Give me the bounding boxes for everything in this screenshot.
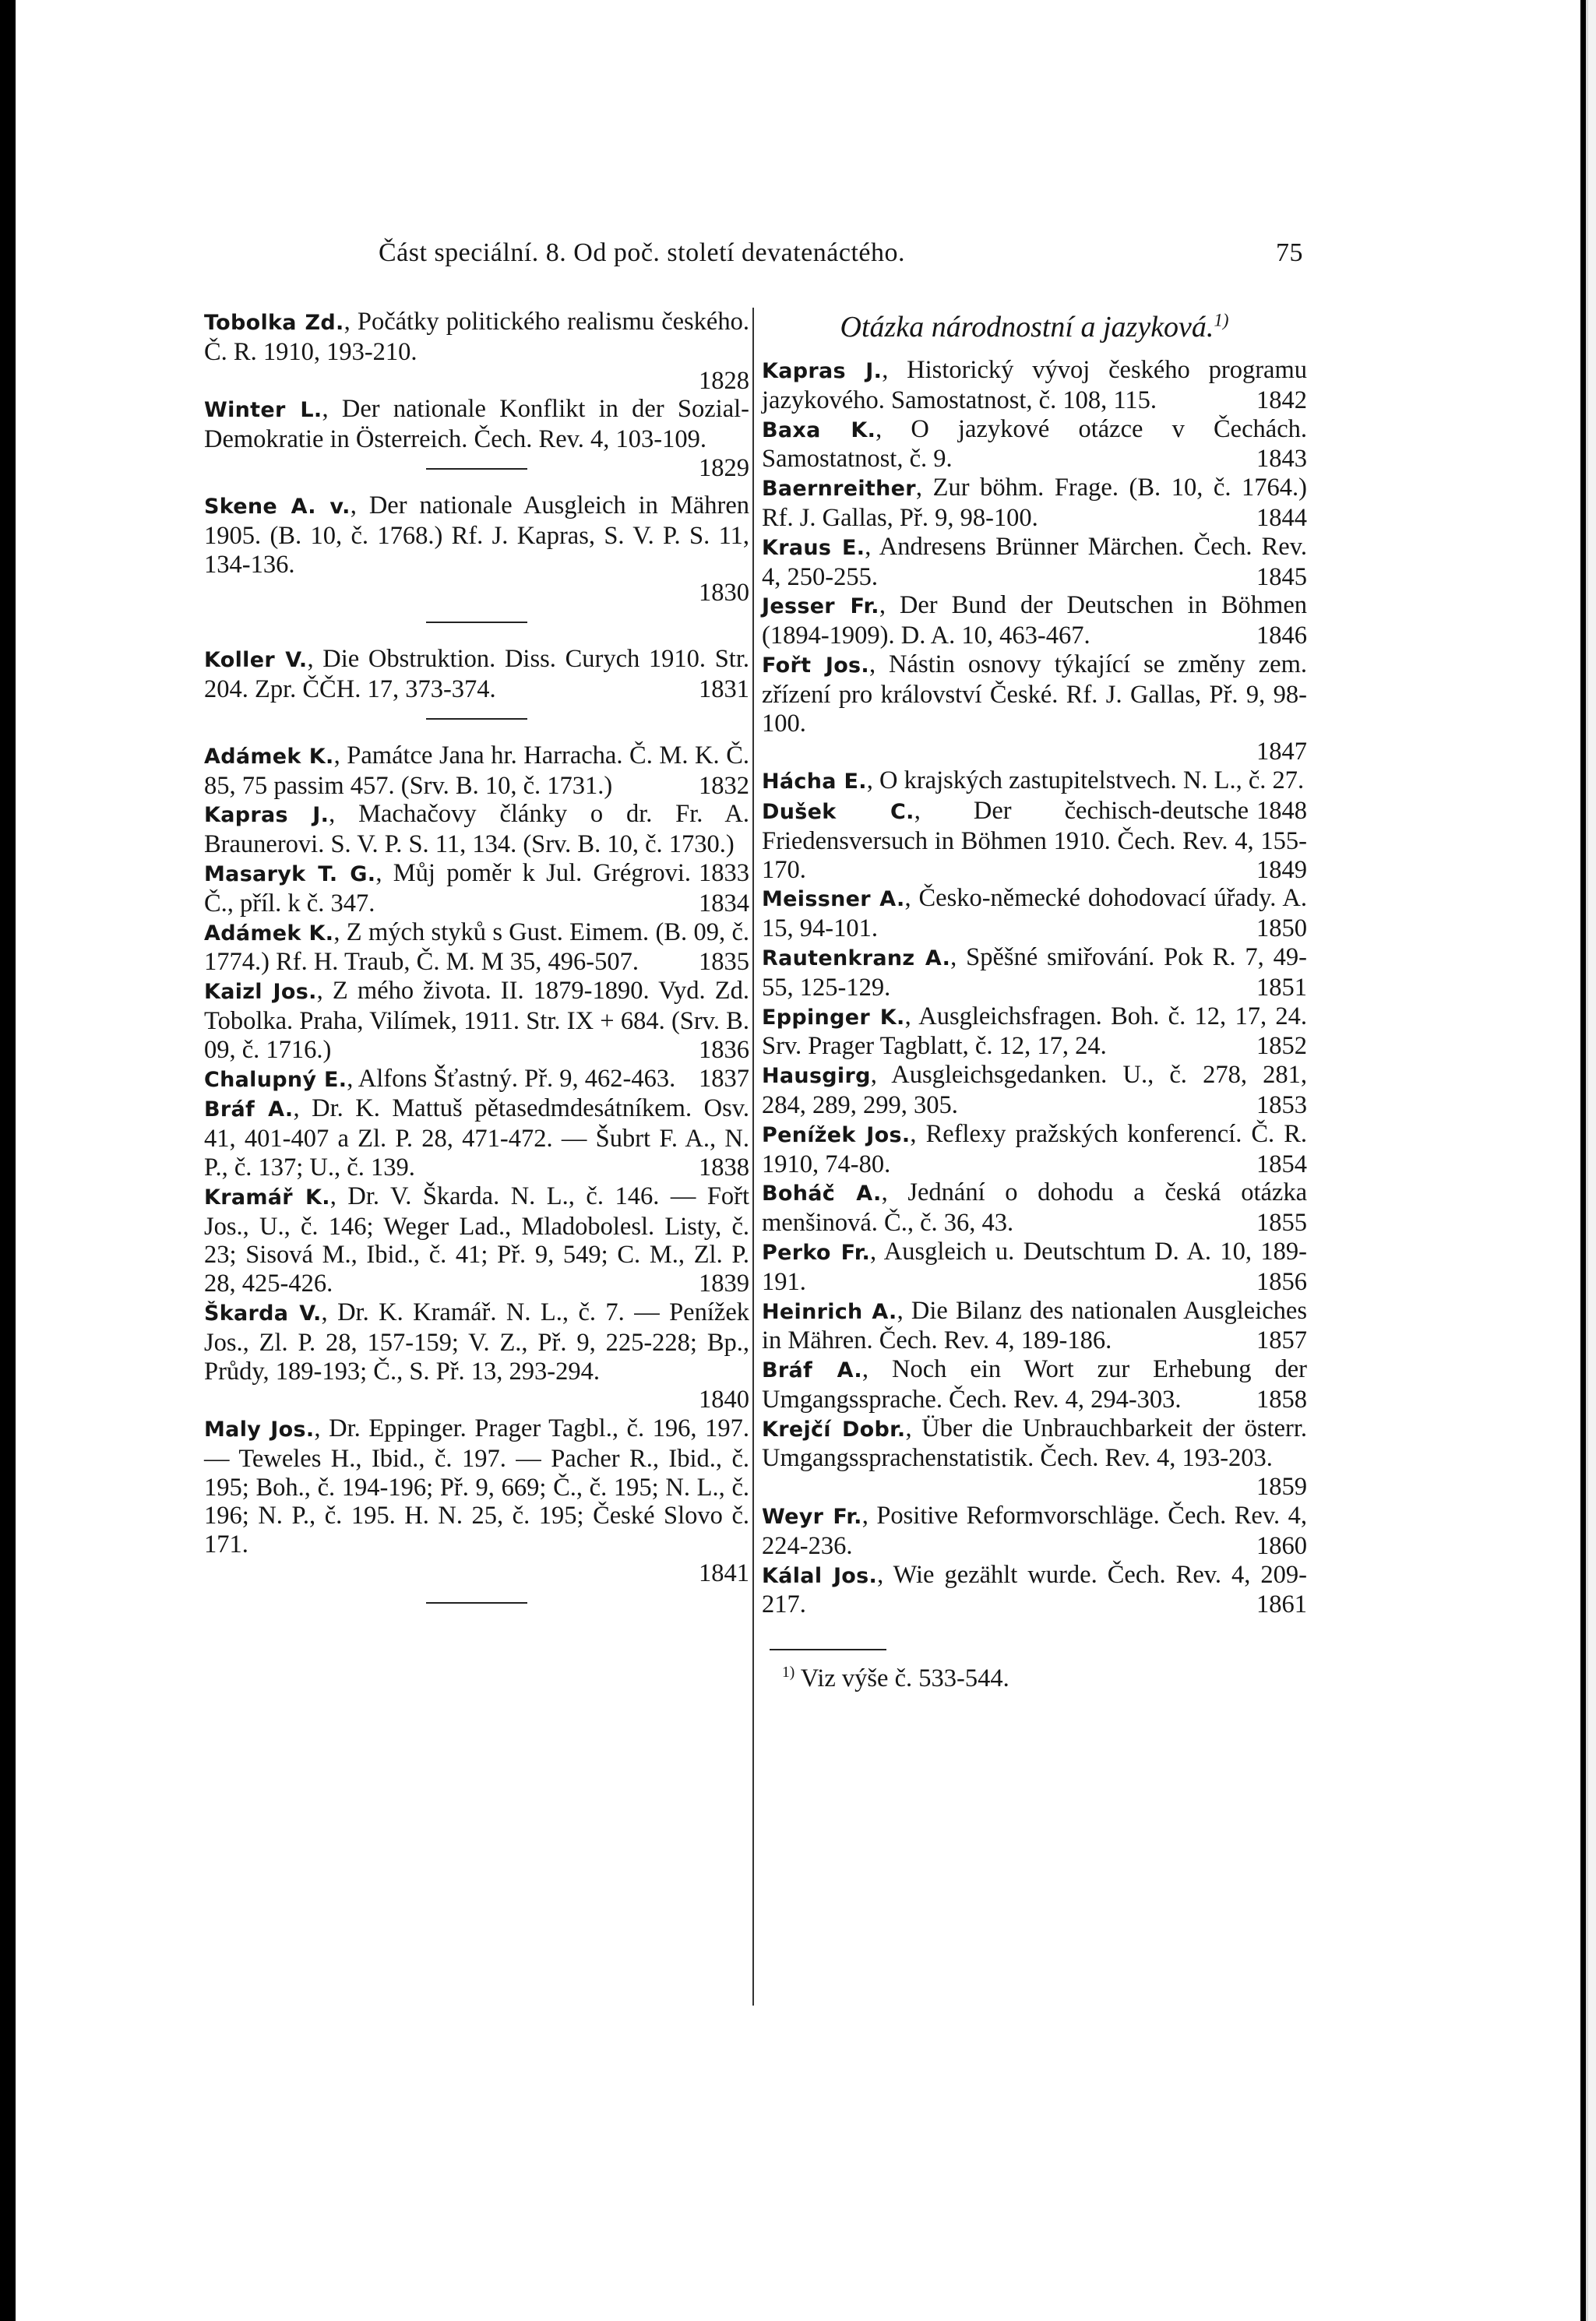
bib-entry-1851 <box>762 943 1307 1002</box>
entry-text: , Dr. K. Mattuš pětasedmdesátníkem. Osv. 41, 401-407 a Zl. P. 28, 471-472. — Šubrt F. A., N. P., č. 137; U., č. 139. <box>204 1094 749 1182</box>
section-title: Otázka národnostní a jazyková.$^{1)}$ <box>840 310 1229 343</box>
entry-author: Bráf A. <box>204 1097 294 1122</box>
entry-author: Weyr Fr. <box>762 1505 862 1530</box>
bib-entry-1830 <box>204 491 749 608</box>
entry-author: Krejčí Dobr. <box>762 1417 906 1442</box>
page-edge <box>1586 0 1596 2321</box>
entry-text: , O jazykové otázce v Čechách. Samostatnost, č. 9. <box>762 414 1307 474</box>
entry-author: Meissner A. <box>762 887 905 912</box>
entry-text: , Machačovy články o dr. Fr. A. Braunerovi. S. V. P. S. 11, 134. (Srv. B. 10, č. 1730.) <box>204 800 749 859</box>
bib-entry-1835 <box>204 918 749 977</box>
entry-number: 1828 <box>699 366 749 395</box>
paper-sheet <box>16 0 1580 2321</box>
entry-number: 1848 <box>1256 796 1307 825</box>
entry-author: Bráf A. <box>762 1358 862 1383</box>
bib-entry-1834 <box>204 859 749 918</box>
bib-entry-1840 <box>204 1298 749 1414</box>
entry-text: , Česko-německé dohodovací úřady. A. 15, 94-101. <box>762 884 1307 943</box>
entry-number: 1853 <box>1256 1090 1307 1119</box>
column-divider <box>752 308 754 2006</box>
entry-number: 1836 <box>699 1035 749 1064</box>
entry-number: 1846 <box>1256 622 1307 650</box>
entry-number: 1858 <box>1256 1385 1307 1414</box>
entry-author: Skene A. v. <box>204 494 351 519</box>
entry-author: Masaryk T. G. <box>204 861 376 886</box>
entry-number: 1851 <box>1256 973 1307 1002</box>
footnote-text: Viz výše č. 533-544. <box>800 1664 1009 1693</box>
entry-text: , Positive Reformvorschläge. Čech. Rev. 4, 224-236. <box>762 1502 1307 1560</box>
left-column <box>204 308 749 1625</box>
entry-author: Penížek Jos. <box>762 1122 911 1147</box>
entry-text: , Spěšné smiřování. Pok R. 7, 49-55, 125-129. <box>762 942 1307 1002</box>
entry-text: , Der čechisch-deutsche Friedensversuch in Böhmen 1910. Čech. Rev. 4, 155-170. <box>762 796 1307 884</box>
entry-number: 1843 <box>1256 445 1307 474</box>
entry-number: 1847 <box>1256 738 1307 766</box>
entry-text: , Zur böhm. Frage. (B. 10, č. 1764.) Rf. J. Gallas, Př. 9, 98-100. <box>762 474 1307 532</box>
bib-entry-1853 <box>762 1061 1307 1120</box>
bib-entry-1854 <box>762 1120 1307 1179</box>
bib-entry-1836 <box>204 977 749 1064</box>
entry-number: 1837 <box>699 1064 749 1093</box>
right-column <box>762 308 1307 1693</box>
entry-author: Jesser Fr. <box>762 594 879 619</box>
entry-number: 1854 <box>1256 1150 1307 1178</box>
entry-author: Rautenkranz A. <box>762 946 951 970</box>
entry-number: 1860 <box>1256 1531 1307 1560</box>
entry-author: Perko Fr. <box>762 1240 871 1265</box>
entry-author: Kapras J. <box>204 803 329 828</box>
entry-author: Škarda V. <box>204 1301 322 1326</box>
footnote-rule <box>770 1649 886 1650</box>
entry-author: Kaizl Jos. <box>204 980 317 1005</box>
entry-number: 1857 <box>1256 1326 1307 1355</box>
entry-text: , O krajských zastupitelstvech. N. L., č. 27. <box>866 766 1305 795</box>
separator-rule <box>426 468 527 470</box>
bib-entry-1843 <box>762 415 1307 474</box>
separator-rule <box>426 718 527 720</box>
bib-entry-1859 <box>762 1414 1307 1502</box>
bib-entry-1845 <box>762 533 1307 592</box>
entry-author: Adámek K. <box>204 921 334 946</box>
entry-number: 1856 <box>1256 1267 1307 1296</box>
bib-entry-1855 <box>762 1178 1307 1238</box>
entry-number: 1859 <box>1256 1473 1307 1502</box>
entry-number: 1832 <box>699 771 749 800</box>
entry-number: 1850 <box>1256 914 1307 943</box>
bib-entry-1829 <box>204 395 749 482</box>
footnote-reference: 1) <box>1214 310 1229 330</box>
entry-author: Hácha E. <box>762 770 867 794</box>
bib-entry-1846 <box>762 591 1307 650</box>
entry-text: , Der nationale Ausgleich in Mähren 1905. (B. 10, č. 1768.) Rf. J. Kapras, S. V. P. S. 11, 134-136. <box>204 491 749 579</box>
entry-author: Winter L. <box>204 398 322 423</box>
entry-number: 1841 <box>699 1559 749 1588</box>
entry-author: Kálal Jos. <box>762 1563 878 1588</box>
footnote-mark: 1) <box>782 1664 795 1682</box>
entry-text: , Z mého života. II. 1879-1890. Vyd. Zd. Tobolka. Praha, Vilímek, 1911. Str. IX + 684. (Srv. B. 09, č. 1716.) <box>204 977 749 1064</box>
bib-entry-1847 <box>762 650 1307 766</box>
entry-author: Boháč A. <box>762 1182 882 1206</box>
entry-text: , Ausgleich u. Deutschtum D. A. 10, 189-191. <box>762 1237 1307 1296</box>
bib-entry-1858 <box>762 1355 1307 1414</box>
entry-author: Heinrich A. <box>762 1299 897 1324</box>
entry-text: , Über die Unbrauchbarkeit der österr. Umgangssprachenstatistik. Čech. Rev. 4, 193-203. <box>762 1414 1307 1473</box>
page-number: 75 <box>1276 238 1303 267</box>
entry-author: Koller V. <box>204 648 308 673</box>
entry-text: , Ausgleichsfragen. Boh. č. 12, 17, 24. Srv. Prager Tagblatt, č. 12, 17, 24. <box>762 1002 1307 1061</box>
entry-author: Kraus E. <box>762 535 865 560</box>
entry-text: , Dr. V. Škarda. N. L., č. 146. — Fořt Jos., U., č. 146; Weger Lad., Mladobolesl. Listy, č. 23; Sisová M., Ibid., č. 41; Př. 9, 549; C. M., Zl. P. 28, 425-426. <box>204 1182 749 1298</box>
bib-entry-1838 <box>204 1094 749 1182</box>
entry-number: 1829 <box>699 453 749 482</box>
entry-text: , Počátky politického realismu českého. Č. R. 1910, 193-210. <box>204 308 749 366</box>
bib-entry-1850 <box>762 884 1307 943</box>
bib-entry-1832 <box>204 741 749 801</box>
entry-author: Adámek K. <box>204 744 334 769</box>
bib-entry-1852 <box>762 1002 1307 1062</box>
entry-number: 1849 <box>1256 855 1307 884</box>
entry-text: , Jednání o dohodu a česká otázka menšinová. Č., č. 36, 43. <box>762 1178 1308 1238</box>
bib-entry-1831 <box>204 645 749 704</box>
bib-entry-1841 <box>204 1414 749 1588</box>
entry-number: 1834 <box>699 889 749 917</box>
entry-text: , Z mých styků s Gust. Eimem. (B. 09, č. 1774.) Rf. H. Traub, Č. M. M 35, 496-507. <box>204 917 749 977</box>
bib-entry-1849 <box>762 797 1307 884</box>
bib-entry-1842 <box>762 356 1307 415</box>
bib-entry-1857 <box>762 1297 1307 1356</box>
entry-author: Hausgirg <box>762 1064 871 1089</box>
entry-text: , Dr. K. Kramář. N. L., č. 7. — Penížek Jos., Zl. P. 28, 157-159; V. Z., Př. 9, 225-228; Bp., Průdy, 189-193; Č., S. Př. 13, 293-294. <box>204 1298 749 1386</box>
entry-author: Tobolka Zd. <box>204 311 344 335</box>
entry-author: Baxa K. <box>762 417 876 442</box>
separator-rule <box>426 622 527 623</box>
entry-text: , Alfons Šťastný. Př. 9, 462-463. <box>347 1064 676 1093</box>
bib-entry-1860 <box>762 1502 1307 1561</box>
bib-entry-1828 <box>204 308 749 395</box>
footnote <box>762 1664 1307 1693</box>
page-header <box>16 238 1580 285</box>
entry-author: Eppinger K. <box>762 1005 905 1030</box>
entry-text: , Dr. Eppinger. Prager Tagbl., č. 196, 197. — Teweles H., Ibid., č. 197. — Pacher R., Ibid., č. 195; Boh., č. 194-196; Př. 9, 669; Č., č. 195; N. L., č. 196; N. P., č. 195. H. N. 25, č. 195; České Slovo č. 171. <box>204 1414 749 1559</box>
entry-text: , Die Obstruktion. Diss. Curych 1910. Str. 204. Zpr. ČČH. 17, 373-374. <box>204 645 749 703</box>
entry-number: 1835 <box>699 948 749 977</box>
running-title: Část speciální. 8. Od poč. století devatenáctého. <box>379 238 905 267</box>
entry-text: , Můj poměr k Jul. Grégrovi. Č., příl. k č. 347. <box>204 858 691 917</box>
entry-text: , Ausgleichsgedanken. U., č. 278, 281, 284, 289, 299, 305. <box>762 1061 1307 1119</box>
entry-text: , Noch ein Wort zur Erhebung der Umgangssprache. Čech. Rev. 4, 294-303. <box>762 1355 1307 1414</box>
entry-author: Maly Jos. <box>204 1418 315 1442</box>
entry-text: , Nástin osnovy týkající se změny zem. zřízení pro království České. Rf. J. Gallas, Př. 9, 98-100. <box>762 650 1307 738</box>
entry-number: 1845 <box>1256 562 1307 591</box>
entry-author: Fořt Jos. <box>762 653 869 678</box>
entry-author: Dušek C. <box>762 799 914 824</box>
bib-entry-1861 <box>762 1561 1307 1620</box>
entry-author: Baernreither <box>762 477 916 502</box>
entry-number: 1840 <box>699 1386 749 1414</box>
separator-rule <box>426 1602 527 1604</box>
entry-text: , Wie gezählt wurde. Čech. Rev. 4, 209-217. <box>762 1560 1307 1619</box>
entry-number: 1830 <box>699 579 749 608</box>
entry-number: 1831 <box>699 674 749 703</box>
entry-number: 1833 <box>699 858 749 887</box>
entry-author: Kapras J. <box>762 359 883 383</box>
entry-number: 1838 <box>699 1153 749 1182</box>
entry-text: , Die Bilanz des nationalen Ausgleiches in Mähren. Čech. Rev. 4, 189-186. <box>762 1296 1307 1355</box>
entry-text: , Památce Jana hr. Harracha. Č. M. K. Č. 85, 75 passim 457. (Srv. B. 10, č. 1731.) <box>204 741 750 800</box>
entry-number: 1852 <box>1256 1032 1307 1061</box>
entry-number: 1842 <box>1256 386 1307 414</box>
entry-number: 1855 <box>1256 1209 1307 1238</box>
entry-text: , Der Bund der Deutschen in Böhmen (1894-1909). D. A. 10, 463-467. <box>762 591 1307 650</box>
bib-entry-1856 <box>762 1238 1307 1297</box>
entry-text: , Der nationale Konflikt in der Sozial-Demokratie in Österreich. Čech. Rev. 4, 103-109. <box>204 395 749 454</box>
bib-entry-1839 <box>204 1182 749 1298</box>
entry-number: 1844 <box>1256 503 1307 532</box>
bib-entry-1837 <box>204 1065 749 1095</box>
entry-author: Kramář K. <box>204 1185 330 1210</box>
entry-text: , Reflexy pražských konferencí. Č. R. 1910, 74-80. <box>762 1119 1308 1178</box>
entry-author: Chalupný E. <box>204 1067 347 1092</box>
entry-number: 1861 <box>1256 1590 1307 1619</box>
bib-entry-1844 <box>762 474 1307 533</box>
entry-number: 1839 <box>699 1270 749 1298</box>
entry-text: , Andresens Brünner Märchen. Čech. Rev. 4, 250-255. <box>762 532 1307 591</box>
entry-text: , Historický vývoj českého programu jazykového. Samostatnost, č. 108, 115. <box>762 356 1307 414</box>
